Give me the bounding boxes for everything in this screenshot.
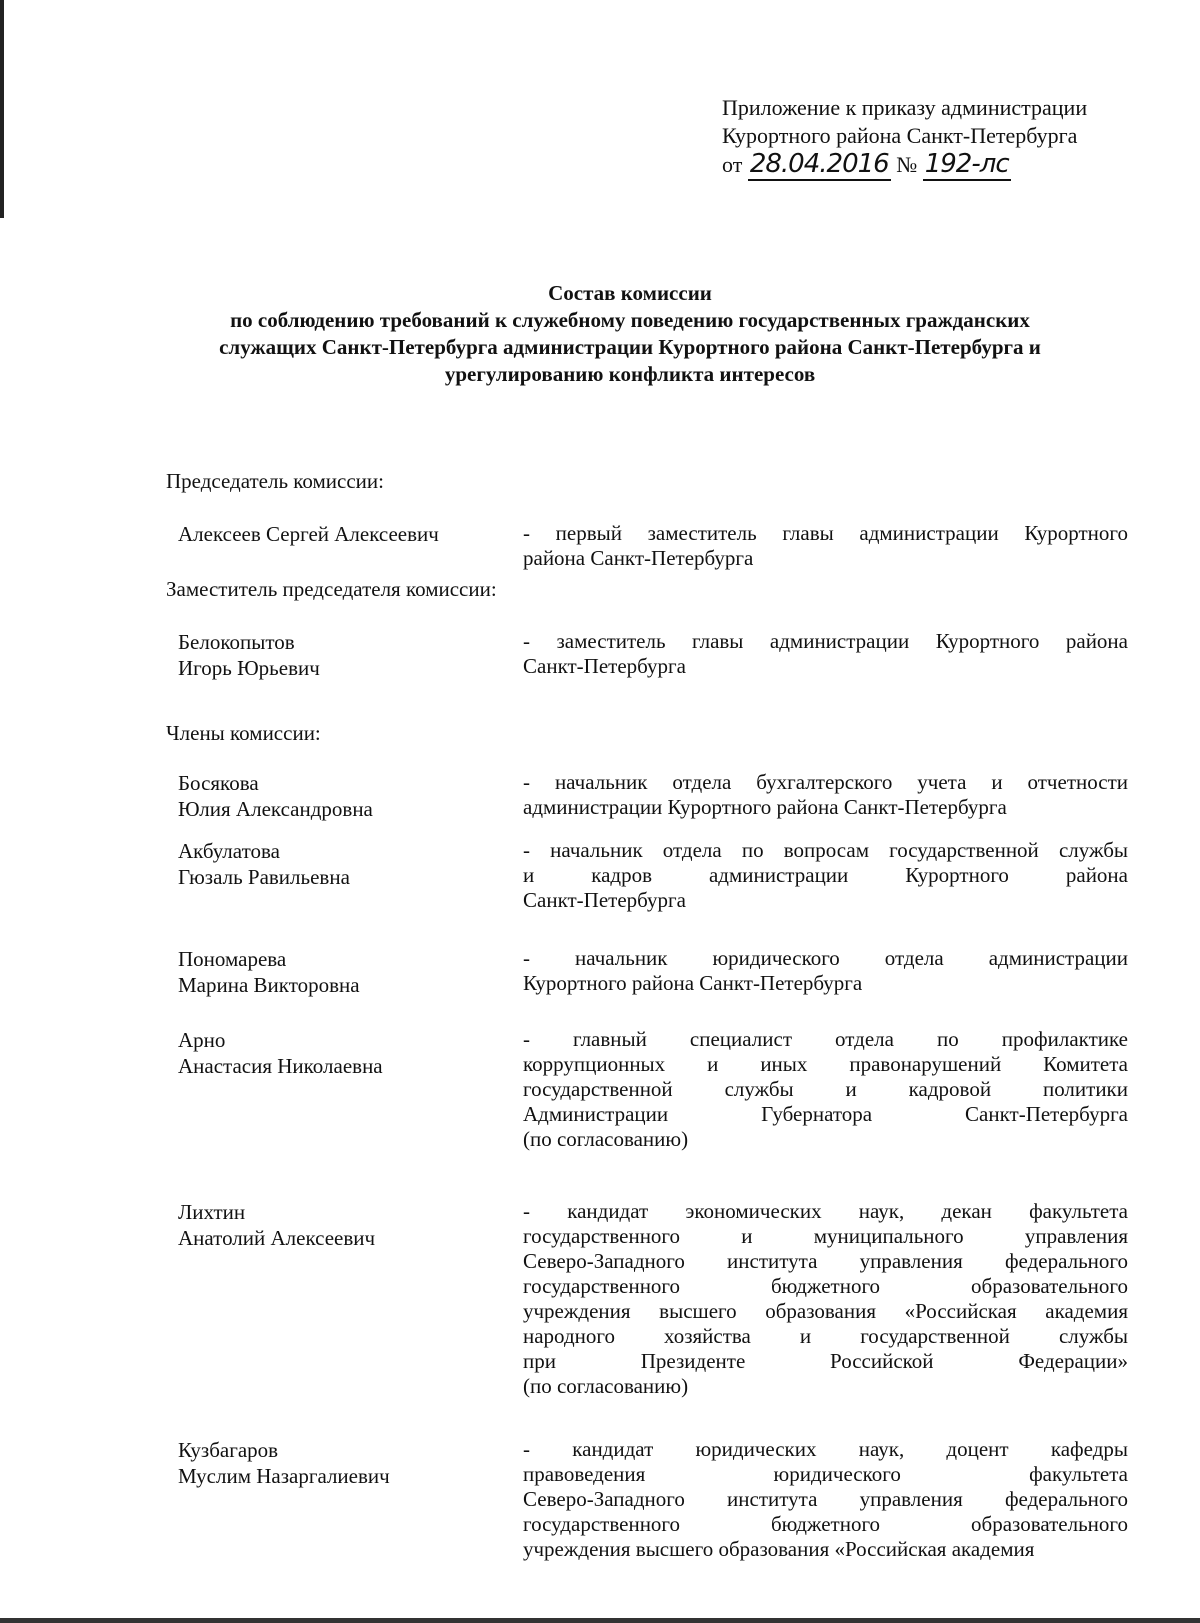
member-name: [178, 770, 508, 822]
appendix-line-2: Курортного района Санкт-Петербурга: [722, 123, 1078, 148]
member-role-line: Курортного района Санкт-Петербурга: [523, 971, 863, 995]
member-name: [178, 838, 508, 890]
member-name-line: Юлия Александровна: [178, 797, 373, 821]
member-role: [523, 521, 1128, 571]
member-role-line: Администрации Губернатора Санкт-Петербурга: [523, 1102, 1128, 1126]
handwritten-number: 192-лс: [924, 149, 1009, 179]
member-name: [178, 1027, 508, 1079]
member-name: [178, 1437, 508, 1489]
member-name-line: Кузбагаров: [178, 1438, 279, 1462]
member-name-line: Марина Викторовна: [178, 973, 360, 997]
member-name: [178, 1199, 508, 1251]
member-role-line: - начальник отдела бухгалтерского учета и отчетности: [523, 770, 1128, 794]
member-role-line: при Президенте Российской Федерации»: [523, 1349, 1128, 1373]
member-role: [523, 1199, 1128, 1399]
member-role-line: государственного бюджетного образовательного: [523, 1274, 1128, 1298]
member-role-line: Санкт-Петербурга: [523, 654, 686, 678]
member-name-line: Белокопытов: [178, 630, 295, 654]
member-role-line: правоведения юридического факультета: [523, 1462, 1128, 1486]
member-role-line: - первый заместитель главы администрации Курортного: [523, 521, 1128, 545]
member-name: [178, 946, 508, 998]
label-deputy: Заместитель председателя комиссии:: [166, 577, 497, 601]
title-line-1: Состав комиссии: [548, 281, 712, 305]
member-role-line: Северо-Западного института управления федерального: [523, 1487, 1128, 1511]
member-name-line: Алексеев Сергей Алексеевич: [178, 522, 439, 546]
appendix-date-line: [722, 150, 1087, 179]
appendix-line-1: Приложение к приказу администрации: [722, 95, 1088, 120]
member-name-line: Анастасия Николаевна: [178, 1054, 383, 1078]
title-line-3: служащих Санкт-Петербурга администрации Курортного района Санкт-Петербурга и: [219, 335, 1041, 359]
label-members: Члены комиссии:: [166, 721, 321, 745]
member-role-line: - заместитель главы администрации Курортного района: [523, 629, 1128, 653]
member-name-line: Анатолий Алексеевич: [178, 1226, 376, 1250]
member-role-line: - кандидат юридических наук, доцент кафедры: [523, 1437, 1128, 1461]
member-role-line: (по согласованию): [523, 1374, 689, 1398]
member-name: [178, 521, 508, 547]
member-role-line: государственного и муниципального управления: [523, 1224, 1128, 1248]
member-role-line: (по согласованию): [523, 1127, 689, 1151]
member-role-line: народного хозяйства и государственной службы: [523, 1324, 1128, 1348]
member-name-line: Босякова: [178, 771, 259, 795]
document-title: [140, 280, 1120, 388]
member-role-line: государственной службы и кадровой политики: [523, 1077, 1128, 1101]
appendix-from-prefix: от: [722, 152, 743, 177]
member-role-line: учреждения высшего образования «Российская академия: [523, 1299, 1128, 1323]
member-role-line: - главный специалист отдела по профилактике: [523, 1027, 1128, 1051]
member-role-line: администрации Курортного района Санкт-Петербурга: [523, 795, 1007, 819]
member-role-line: и кадров администрации Курортного района: [523, 863, 1128, 887]
member-role: [523, 838, 1128, 913]
member-role: [523, 1437, 1128, 1562]
member-name: [178, 629, 508, 681]
member-role-line: Санкт-Петербурга: [523, 888, 686, 912]
member-role: [523, 629, 1128, 679]
member-name-line: Лихтин: [178, 1200, 246, 1224]
member-role-line: - начальник отдела по вопросам государственной службы: [523, 838, 1128, 862]
member-role: [523, 1027, 1128, 1152]
member-name-line: Гюзаль Равильевна: [178, 865, 350, 889]
handwritten-date: 28.04.2016: [749, 149, 889, 179]
member-role-line: района Санкт-Петербурга: [523, 546, 754, 570]
member-name-line: Акбулатова: [178, 839, 280, 863]
member-role-line: - начальник юридического отдела администрации: [523, 946, 1128, 970]
member-role: [523, 946, 1128, 996]
member-name-line: Пономарева: [178, 947, 287, 971]
label-chairman: Председатель комиссии:: [166, 469, 384, 493]
member-name-line: Муслим Назаргалиевич: [178, 1464, 390, 1488]
scan-edge-bottom: [0, 1618, 1200, 1623]
scan-edge-left: [0, 0, 4, 218]
title-line-4: урегулированию конфликта интересов: [444, 362, 816, 386]
member-role-line: Северо-Западного института управления федерального: [523, 1249, 1128, 1273]
member-role: [523, 770, 1128, 820]
member-name-line: Игорь Юрьевич: [178, 656, 320, 680]
member-role-line: коррупционных и иных правонарушений Комитета: [523, 1052, 1128, 1076]
member-name-line: Арно: [178, 1028, 226, 1052]
title-line-2: по соблюдению требований к служебному поведению государственных гражданских: [230, 308, 1030, 332]
member-role-line: государственного бюджетного образовательного: [523, 1512, 1128, 1536]
member-role-line: учреждения высшего образования «Российская академия: [523, 1537, 1035, 1561]
appendix-number-label: №: [896, 152, 918, 177]
member-role-line: - кандидат экономических наук, декан факультета: [523, 1199, 1128, 1223]
appendix-header: [722, 94, 1087, 179]
